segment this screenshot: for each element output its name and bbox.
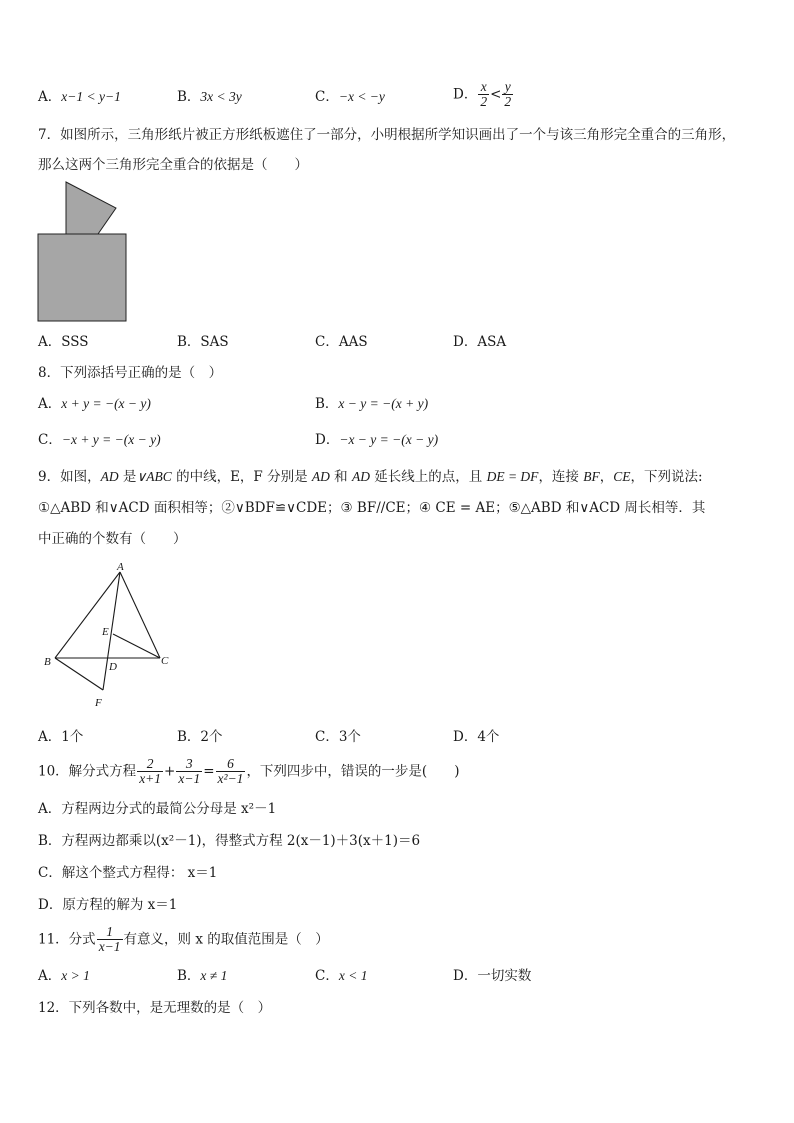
q6-option-a-expr: x−1 < y−1: [61, 89, 121, 104]
q6-option-c-letter: C．: [315, 89, 339, 105]
q8-option-a-letter: A．: [38, 396, 62, 412]
text: ，连接: [538, 469, 584, 485]
q10-stem: [38, 754, 459, 789]
math: DE = DF: [486, 469, 539, 484]
q8-option-c-letter: C．: [38, 432, 62, 448]
q8-option-b-letter: B．: [315, 396, 339, 412]
label-a: A: [117, 561, 124, 573]
segment-ac: [120, 572, 160, 658]
q8-option-a-expr: x + y = −(x − y): [61, 396, 151, 411]
text: 9．如图，: [38, 469, 101, 485]
q11-option-b-expr: x ≠ 1: [200, 968, 228, 983]
q6-option-c-expr: −x < −y: [338, 89, 385, 104]
q11-option-c-letter: C．: [315, 968, 339, 984]
q8-option-b: [315, 395, 428, 413]
q10-option-c: C．解这个整式方程得： x＝1: [38, 865, 218, 881]
q11-option-b: [177, 967, 227, 985]
segment-ab: [55, 572, 120, 658]
frac-numerator: y: [502, 80, 513, 95]
q6-option-a-letter: A．: [38, 89, 62, 105]
segment-bf: [55, 658, 103, 690]
text: 是: [118, 469, 137, 485]
text: 延长线上的点，且: [369, 469, 487, 485]
q9-option-c: C．3个: [315, 729, 361, 745]
q7-stem-line2: 那么这两个三角形完全重合的依据是（ ）: [38, 157, 308, 173]
frac-denominator: x+1: [139, 771, 162, 786]
q11-option-b-letter: B．: [177, 968, 201, 984]
q8-stem: 8．下列添括号正确的是（ ）: [38, 365, 223, 381]
frac-denominator: x−1: [178, 771, 201, 786]
triangle-paper: [66, 182, 116, 234]
q11-option-d: [453, 967, 531, 985]
q8-option-b-expr: x − y = −(x + y): [338, 396, 429, 411]
q11-stem: [38, 922, 329, 957]
frac-numerator: x: [478, 80, 489, 95]
segment-ce: [113, 634, 160, 658]
q6-option-b-expr: 3x < 3y: [200, 89, 242, 104]
q7-option-a: A．SSS: [38, 334, 89, 350]
label-f: F: [95, 697, 102, 709]
q9-figure: [38, 560, 178, 710]
q9-option-b: B．2个: [177, 729, 223, 745]
q11-option-d-letter: D．: [453, 968, 478, 984]
q11-option-d-expr: 一切实数: [477, 968, 532, 984]
q8-option-c: [38, 431, 161, 449]
q9-option-d: D．4个: [453, 729, 500, 745]
math: ∨ABC: [136, 469, 172, 484]
text: 10．解分式方程: [38, 763, 137, 780]
q12-stem: 12．下列各数中，是无理数的是（ ）: [38, 1000, 272, 1016]
q9-option-a: A．1个: [38, 729, 84, 745]
frac-denominator: x²−1: [217, 771, 244, 786]
math: CE: [613, 469, 631, 484]
q11-option-a: [38, 967, 90, 985]
text: ，下列说法:: [630, 469, 703, 485]
math: BF: [583, 469, 600, 484]
q6-option-d: [453, 80, 514, 109]
text: 和: [329, 469, 352, 485]
q11-option-a-expr: x > 1: [61, 968, 90, 983]
q6-option-c: [315, 88, 385, 106]
equals-sign: =: [203, 763, 215, 780]
q7-option-d: D．ASA: [453, 334, 507, 350]
q6-option-a: [38, 88, 121, 106]
q9-stem-line3: 中正确的个数有（ ）: [38, 531, 187, 547]
frac-numerator: 1: [97, 925, 123, 940]
q9-stem-line1: [38, 468, 703, 486]
q7-option-c: C．AAS: [315, 334, 368, 350]
q6-option-d-frac-right: [502, 80, 513, 109]
text: 的中线，E，F 分别是: [171, 469, 312, 485]
label-c: C: [161, 655, 169, 667]
math: AD: [311, 469, 330, 484]
q7-option-b: B．SAS: [177, 334, 229, 350]
label-b: B: [44, 656, 51, 668]
q8-option-a: [38, 395, 151, 413]
q10-option-a: A．方程两边分式的最简公分母是 x²－1: [38, 801, 277, 817]
text: 11．分式: [38, 931, 96, 948]
square-board: [38, 234, 126, 321]
q7-figure: [36, 178, 132, 324]
q11-option-a-letter: A．: [38, 968, 62, 984]
q11-option-c: [315, 967, 367, 985]
text: ，下列四步中，错误的一步是( ): [246, 763, 460, 780]
q7-stem-line1: 7．如图所示，三角形纸片被正方形纸板遮住了一部分，小明根据所学知识画出了一个与该三角形完全重合的三角形，: [38, 127, 736, 143]
frac-denominator: 2: [480, 94, 488, 109]
q10-option-b: B．方程两边都乘以(x²－1)，得整式方程 2(x－1)＋3(x＋1)＝6: [38, 833, 421, 849]
math: AD: [100, 469, 119, 484]
q11-option-c-expr: x < 1: [338, 968, 368, 983]
math: AD: [351, 469, 370, 484]
text: 有意义，则 x 的取值范围是（ ）: [123, 931, 329, 948]
plus-sign: +: [164, 763, 176, 780]
q9-stem-line2: ①△ABD 和∨ACD 面积相等；②∨BDF≌∨CDE；③ BF//CE；④ CE = AE；⑤△ABD 和∨ACD 周长相等．其: [38, 500, 706, 516]
q10-option-d: D．原方程的解为 x＝1: [38, 897, 178, 913]
q10-frac-1: [137, 757, 163, 786]
q6-option-b: [177, 88, 242, 106]
q6-option-d-rel: <: [490, 86, 502, 103]
q10-frac-2: [176, 757, 202, 786]
q10-frac-3: [216, 757, 246, 786]
text: ，: [599, 469, 614, 485]
label-e: E: [102, 626, 109, 638]
frac-denominator: 2: [504, 94, 512, 109]
q8-option-c-expr: −x + y = −(x − y): [61, 432, 161, 447]
q6-option-d-frac-left: [478, 80, 489, 109]
frac-numerator: 2: [137, 757, 163, 772]
frac-numerator: 6: [216, 757, 246, 772]
q6-option-d-letter: D．: [453, 86, 478, 103]
frac-denominator: x−1: [98, 939, 121, 954]
q8-option-d: [315, 431, 438, 449]
frac-numerator: 3: [176, 757, 202, 772]
q6-option-b-letter: B．: [177, 89, 201, 105]
q11-frac: [97, 925, 123, 954]
label-d: D: [109, 661, 117, 673]
q8-option-d-letter: D．: [315, 432, 340, 448]
q8-option-d-expr: −x − y = −(x − y): [339, 432, 439, 447]
